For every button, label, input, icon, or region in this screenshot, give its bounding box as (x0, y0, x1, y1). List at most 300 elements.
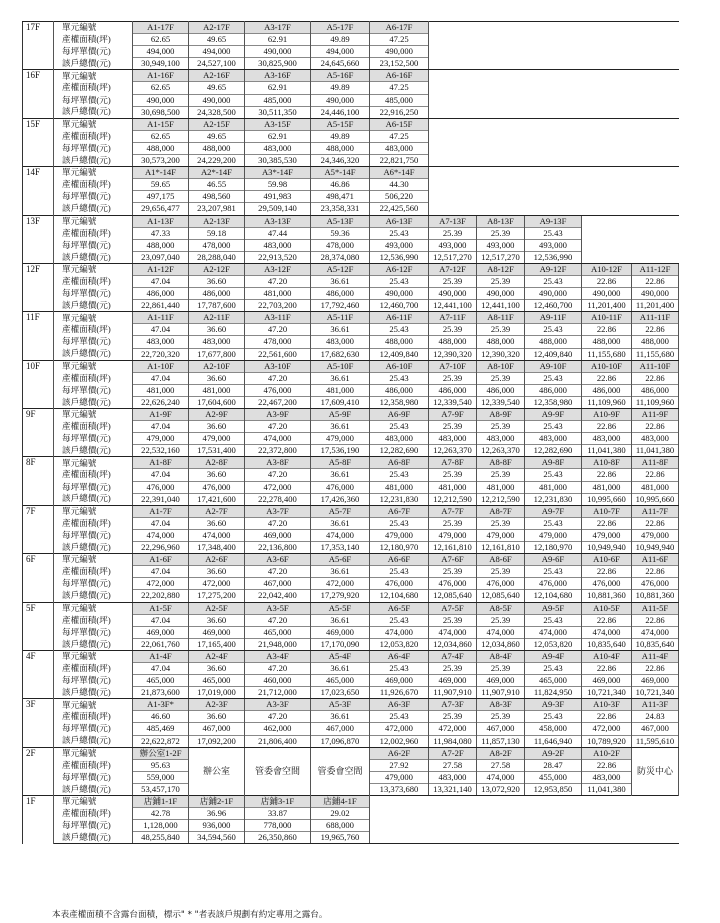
unit-code-row (23, 796, 679, 808)
empty-cell (525, 203, 582, 215)
unit-area: 25.39 (429, 227, 477, 239)
unit-price-per-ping: 467,000 (245, 578, 311, 590)
unit-area: 25.39 (477, 421, 525, 433)
unit-code: A3-12F (245, 263, 311, 275)
empty-cell (477, 94, 525, 106)
unit-total-price: 11,907,910 (429, 687, 477, 699)
row-label: 該戶總價(元) (54, 396, 133, 408)
unit-area: 22.86 (582, 324, 632, 336)
facility-label: 管委會空間 (311, 747, 370, 795)
row-label: 單元編號 (54, 602, 133, 614)
unit-price-per-ping: 479,000 (370, 529, 429, 541)
unit-price-per-ping: 469,000 (311, 626, 370, 638)
unit-total-price: 22,821,750 (370, 155, 429, 167)
unit-total-price: 21,948,000 (245, 638, 311, 650)
empty-cell (477, 155, 525, 167)
unit-area: 25.43 (370, 227, 429, 239)
unit-total-price: 17,604,600 (189, 396, 245, 408)
row-label: 該戶總價(元) (54, 735, 133, 747)
unit-area: 36.60 (189, 469, 245, 481)
unit-total-price: 30,385,530 (245, 155, 311, 167)
unit-price-per-ping: 488,000 (189, 142, 245, 154)
row-label: 該戶總價(元) (54, 493, 133, 505)
empty-cell (632, 58, 679, 70)
unit-total-price: 12,358,980 (370, 396, 429, 408)
unit-code: A8-12F (477, 263, 525, 275)
unit-code-row (23, 118, 679, 130)
unit-area: 47.20 (245, 275, 311, 287)
unit-total-price: 24,446,100 (311, 106, 370, 118)
unit-code: A2-8F (189, 457, 245, 469)
unit-total-price: 30,511,350 (245, 106, 311, 118)
row-label: 單元編號 (54, 650, 133, 662)
unit-area: 22.86 (632, 614, 679, 626)
unit-area: 25.39 (429, 662, 477, 674)
unit-total-price: 22,278,400 (245, 493, 311, 505)
unit-code: A6-13F (370, 215, 429, 227)
row-label: 產權面積(坪) (54, 82, 133, 94)
unit-code: A2-9F (189, 409, 245, 421)
unit-code: A7-6F (429, 554, 477, 566)
unit-code: A1-9F (133, 409, 189, 421)
unit-value-row (23, 481, 679, 493)
unit-total-price: 12,282,690 (525, 445, 582, 457)
unit-area: 36.61 (311, 372, 370, 384)
unit-area: 49.65 (189, 34, 245, 46)
unit-total-price: 12,339,540 (429, 396, 477, 408)
floor-label: 14F (23, 167, 54, 215)
unit-area: 25.43 (370, 566, 429, 578)
unit-code: A1*-14F (133, 167, 189, 179)
unit-total-price: 11,155,680 (582, 348, 632, 360)
unit-code: A6-7F (370, 505, 429, 517)
unit-area: 25.43 (370, 662, 429, 674)
unit-total-price: 12,085,640 (477, 590, 525, 602)
unit-price-per-ping: 478,000 (245, 336, 311, 348)
unit-price-per-ping: 483,000 (189, 336, 245, 348)
unit-price-per-ping: 483,000 (245, 142, 311, 154)
unit-code: A8-5F (477, 602, 525, 614)
unit-area: 47.20 (245, 614, 311, 626)
unit-area: 25.39 (429, 517, 477, 529)
unit-price-per-ping: 485,000 (245, 94, 311, 106)
unit-price-per-ping: 490,000 (477, 288, 525, 300)
unit-price-per-ping: 490,000 (189, 94, 245, 106)
unit-total-price: 12,282,690 (370, 445, 429, 457)
row-label: 單元編號 (54, 747, 133, 759)
unit-code-row (23, 263, 679, 275)
empty-cell (582, 58, 632, 70)
unit-code: A7-10F (429, 360, 477, 372)
unit-price-per-ping: 479,000 (311, 433, 370, 445)
unit-area: 25.39 (429, 566, 477, 578)
empty-cell (582, 203, 632, 215)
price-list-sheet (22, 21, 679, 844)
unit-area: 36.61 (311, 421, 370, 433)
unit-code: A8-6F (477, 554, 525, 566)
unit-total-price: 11,595,610 (632, 735, 679, 747)
unit-price-per-ping: 506,220 (370, 191, 429, 203)
row-label: 該戶總價(元) (54, 638, 133, 650)
unit-price-per-ping: 488,000 (582, 336, 632, 348)
unit-value-row (23, 542, 679, 554)
unit-code: A1-8F (133, 457, 189, 469)
row-label: 該戶總價(元) (54, 542, 133, 554)
row-label: 每坪單價(元) (54, 336, 133, 348)
unit-total-price: 22,916,250 (370, 106, 429, 118)
unit-code: A10-4F (582, 650, 632, 662)
unit-area: 36.61 (311, 614, 370, 626)
unit-code: A9-13F (525, 215, 582, 227)
row-label: 每坪單價(元) (54, 288, 133, 300)
empty-cell (429, 832, 477, 844)
unit-area: 42.78 (133, 808, 189, 820)
unit-area: 36.60 (189, 711, 245, 723)
empty-cell (632, 22, 679, 34)
empty-cell (477, 179, 525, 191)
unit-price-per-ping: 479,000 (429, 529, 477, 541)
unit-area: 47.04 (133, 469, 189, 481)
unit-price-per-ping: 488,000 (133, 142, 189, 154)
unit-code: A6-4F (370, 650, 429, 662)
unit-area: 22.86 (632, 566, 679, 578)
unit-price-per-ping: 472,000 (133, 578, 189, 590)
row-label: 產權面積(坪) (54, 34, 133, 46)
unit-code: A3-8F (245, 457, 311, 469)
unit-total-price: 12,953,850 (525, 783, 582, 795)
unit-total-price: 10,995,660 (632, 493, 679, 505)
unit-total-price: 26,350,860 (245, 832, 311, 844)
row-label: 每坪單價(元) (54, 142, 133, 154)
empty-cell (632, 82, 679, 94)
unit-area: 47.33 (133, 227, 189, 239)
empty-cell (525, 94, 582, 106)
unit-total-price: 17,792,460 (311, 300, 370, 312)
floor-label: 4F (23, 650, 54, 698)
unit-price-per-ping: 476,000 (133, 481, 189, 493)
unit-price-per-ping: 479,000 (525, 529, 582, 541)
unit-price-per-ping: 479,000 (370, 771, 429, 783)
unit-area: 62.91 (245, 82, 311, 94)
unit-total-price: 11,109,960 (632, 396, 679, 408)
unit-price-per-ping: 483,000 (133, 336, 189, 348)
unit-code: 店鋪3-1F (245, 796, 311, 808)
unit-code: A9-5F (525, 602, 582, 614)
unit-code: A5-9F (311, 409, 370, 421)
empty-cell (582, 820, 632, 832)
empty-cell (525, 118, 582, 130)
unit-code: A10-2F (582, 747, 632, 759)
unit-area: 25.39 (477, 227, 525, 239)
unit-area: 49.65 (189, 130, 245, 142)
unit-price-per-ping: 467,000 (632, 723, 679, 735)
unit-price-per-ping: 483,000 (311, 336, 370, 348)
unit-price-per-ping: 494,000 (133, 46, 189, 58)
unit-area: 25.39 (477, 324, 525, 336)
unit-price-per-ping: 483,000 (429, 433, 477, 445)
unit-total-price: 17,787,600 (189, 300, 245, 312)
unit-code: A5-17F (311, 22, 370, 34)
unit-area: 25.43 (525, 711, 582, 723)
empty-cell (525, 34, 582, 46)
unit-value-row (23, 808, 679, 820)
empty-cell (429, 203, 477, 215)
empty-cell (477, 22, 525, 34)
unit-price-per-ping: 488,000 (429, 336, 477, 348)
unit-area: 36.60 (189, 421, 245, 433)
unit-area: 25.43 (370, 324, 429, 336)
unit-total-price: 10,835,640 (582, 638, 632, 650)
unit-price-per-ping: 476,000 (189, 481, 245, 493)
unit-code: A9-3F (525, 699, 582, 711)
unit-total-price: 17,531,400 (189, 445, 245, 457)
unit-total-price: 24,645,660 (311, 58, 370, 70)
unit-total-price: 17,609,410 (311, 396, 370, 408)
unit-price-per-ping: 467,000 (189, 723, 245, 735)
unit-code: A11-12F (632, 263, 679, 275)
unit-total-price: 22,061,760 (133, 638, 189, 650)
unit-price-per-ping: 488,000 (525, 336, 582, 348)
unit-code: A2-12F (189, 263, 245, 275)
row-label: 該戶總價(元) (54, 155, 133, 167)
empty-cell (477, 106, 525, 118)
unit-total-price: 12,536,990 (370, 251, 429, 263)
floor-label: 16F (23, 70, 54, 118)
unit-area: 22.86 (582, 711, 632, 723)
empty-cell (477, 796, 525, 808)
empty-cell (429, 155, 477, 167)
unit-price-per-ping: 474,000 (477, 626, 525, 638)
unit-area: 36.61 (311, 275, 370, 287)
unit-value-row (23, 372, 679, 384)
unit-total-price: 11,926,670 (370, 687, 429, 699)
row-label: 每坪單價(元) (54, 529, 133, 541)
unit-price-per-ping: 483,000 (582, 771, 632, 783)
unit-value-row (23, 94, 679, 106)
row-label: 產權面積(坪) (54, 566, 133, 578)
unit-price-per-ping: 483,000 (245, 239, 311, 251)
unit-area: 22.86 (582, 275, 632, 287)
unit-area: 47.20 (245, 421, 311, 433)
unit-total-price: 13,321,140 (429, 783, 477, 795)
row-label: 該戶總價(元) (54, 300, 133, 312)
unit-area: 62.65 (133, 82, 189, 94)
unit-area: 25.43 (525, 469, 582, 481)
unit-price-per-ping: 481,000 (245, 288, 311, 300)
unit-price-per-ping: 478,000 (189, 239, 245, 251)
unit-price-per-ping: 498,560 (189, 191, 245, 203)
unit-value-row (23, 300, 679, 312)
unit-value-row (23, 106, 679, 118)
unit-code: 店鋪2-1F (189, 796, 245, 808)
unit-code: A1-11F (133, 312, 189, 324)
unit-area: 33.87 (245, 808, 311, 820)
unit-price-per-ping: 472,000 (245, 481, 311, 493)
unit-total-price: 22,561,600 (245, 348, 311, 360)
unit-total-price: 22,136,800 (245, 542, 311, 554)
unit-price-per-ping: 476,000 (525, 578, 582, 590)
empty-cell (582, 106, 632, 118)
unit-area: 36.61 (311, 711, 370, 723)
unit-code: 店鋪1-1F (133, 796, 189, 808)
unit-total-price: 24,346,320 (311, 155, 370, 167)
unit-price-per-ping: 494,000 (189, 46, 245, 58)
empty-cell (525, 82, 582, 94)
empty-cell (477, 82, 525, 94)
empty-cell (477, 142, 525, 154)
unit-value-row (23, 275, 679, 287)
unit-area: 22.86 (582, 614, 632, 626)
unit-price-per-ping: 455,000 (525, 771, 582, 783)
unit-area: 36.60 (189, 324, 245, 336)
unit-code: A11-10F (632, 360, 679, 372)
unit-area: 25.39 (477, 662, 525, 674)
unit-total-price: 30,573,200 (133, 155, 189, 167)
row-label: 單元編號 (54, 796, 133, 808)
unit-price-per-ping: 486,000 (370, 384, 429, 396)
unit-area: 22.86 (632, 421, 679, 433)
unit-area: 25.39 (477, 711, 525, 723)
unit-price-per-ping: 469,000 (582, 675, 632, 687)
unit-value-row (23, 396, 679, 408)
unit-total-price: 12,517,270 (429, 251, 477, 263)
unit-code: A6-9F (370, 409, 429, 421)
unit-area: 49.89 (311, 34, 370, 46)
unit-code: A6-12F (370, 263, 429, 275)
empty-cell (582, 70, 632, 82)
unit-code: A1-4F (133, 650, 189, 662)
unit-total-price: 22,703,200 (245, 300, 311, 312)
row-label: 產權面積(坪) (54, 179, 133, 191)
unit-area: 47.20 (245, 662, 311, 674)
unit-value-row (23, 735, 679, 747)
unit-price-per-ping: 469,000 (133, 626, 189, 638)
unit-code: A8-4F (477, 650, 525, 662)
unit-price-per-ping: 465,000 (133, 675, 189, 687)
unit-total-price: 10,881,360 (582, 590, 632, 602)
unit-total-price: 12,053,820 (525, 638, 582, 650)
empty-cell (525, 820, 582, 832)
empty-cell (632, 191, 679, 203)
empty-cell (632, 796, 679, 808)
row-label: 每坪單價(元) (54, 578, 133, 590)
unit-code: A1-16F (133, 70, 189, 82)
empty-cell (525, 46, 582, 58)
unit-code: A7-8F (429, 457, 477, 469)
unit-code: A7-11F (429, 312, 477, 324)
unit-total-price: 12,212,590 (477, 493, 525, 505)
unit-value-row (23, 58, 679, 70)
unit-total-price: 10,995,660 (582, 493, 632, 505)
facility-label: 管委會空間 (245, 747, 311, 795)
unit-total-price: 28,288,040 (189, 251, 245, 263)
unit-price-per-ping: 458,000 (525, 723, 582, 735)
unit-total-price: 11,201,400 (632, 300, 679, 312)
unit-code: A3-3F (245, 699, 311, 711)
unit-value-row (23, 130, 679, 142)
unit-code: A6-11F (370, 312, 429, 324)
unit-code: A11-8F (632, 457, 679, 469)
unit-price-per-ping: 483,000 (370, 142, 429, 154)
unit-value-row (23, 179, 679, 191)
unit-code: A3-7F (245, 505, 311, 517)
unit-total-price: 24,527,100 (189, 58, 245, 70)
empty-cell (525, 155, 582, 167)
unit-area: 25.43 (525, 566, 582, 578)
unit-code-row (23, 215, 679, 227)
unit-total-price: 13,373,680 (370, 783, 429, 795)
unit-price-per-ping: 486,000 (632, 384, 679, 396)
unit-price-per-ping: 481,000 (189, 384, 245, 396)
unit-code-row (23, 167, 679, 179)
unit-code: A6-6F (370, 554, 429, 566)
unit-total-price: 12,180,970 (370, 542, 429, 554)
unit-area: 47.20 (245, 324, 311, 336)
unit-price-per-ping: 478,000 (311, 239, 370, 251)
unit-code: A7-4F (429, 650, 477, 662)
unit-price-per-ping: 481,000 (477, 481, 525, 493)
unit-total-price: 12,104,680 (370, 590, 429, 602)
row-label: 該戶總價(元) (54, 590, 133, 602)
unit-code: A11-3F (632, 699, 679, 711)
row-label: 單元編號 (54, 167, 133, 179)
unit-price-per-ping: 486,000 (477, 384, 525, 396)
unit-total-price: 17,677,800 (189, 348, 245, 360)
empty-cell (429, 179, 477, 191)
unit-price-per-ping: 462,000 (245, 723, 311, 735)
unit-code: A11-5F (632, 602, 679, 614)
unit-code: A1-13F (133, 215, 189, 227)
unit-area: 25.43 (370, 372, 429, 384)
unit-code: A10-12F (582, 263, 632, 275)
unit-area: 25.43 (525, 372, 582, 384)
empty-cell (525, 58, 582, 70)
unit-value-row (23, 227, 679, 239)
unit-area: 47.04 (133, 421, 189, 433)
unit-area: 46.60 (133, 711, 189, 723)
unit-total-price: 22,391,040 (133, 493, 189, 505)
row-label: 產權面積(坪) (54, 421, 133, 433)
unit-code: A6-15F (370, 118, 429, 130)
unit-code: A5*-14F (311, 167, 370, 179)
unit-code: A8-13F (477, 215, 525, 227)
unit-total-price: 12,390,320 (429, 348, 477, 360)
unit-area: 27.92 (370, 759, 429, 771)
unit-total-price: 12,263,370 (477, 445, 525, 457)
unit-code: A7-7F (429, 505, 477, 517)
unit-value-row (23, 348, 679, 360)
unit-area: 25.39 (477, 372, 525, 384)
unit-price-per-ping: 479,000 (477, 529, 525, 541)
unit-area: 47.25 (370, 34, 429, 46)
unit-price-per-ping: 778,000 (245, 820, 311, 832)
unit-total-price: 11,109,960 (582, 396, 632, 408)
unit-total-price: 22,532,160 (133, 445, 189, 457)
unit-code: A3-15F (245, 118, 311, 130)
unit-code: A11-4F (632, 650, 679, 662)
unit-total-price: 11,041,380 (582, 783, 632, 795)
unit-code: A6-2F (370, 747, 429, 759)
unit-price-per-ping: 497,175 (133, 191, 189, 203)
empty-cell (525, 808, 582, 820)
row-label: 每坪單價(元) (54, 46, 133, 58)
unit-total-price: 23,097,040 (133, 251, 189, 263)
empty-cell (525, 22, 582, 34)
row-label: 每坪單價(元) (54, 820, 133, 832)
unit-area: 47.20 (245, 566, 311, 578)
unit-code: A9-6F (525, 554, 582, 566)
unit-area: 36.60 (189, 662, 245, 674)
